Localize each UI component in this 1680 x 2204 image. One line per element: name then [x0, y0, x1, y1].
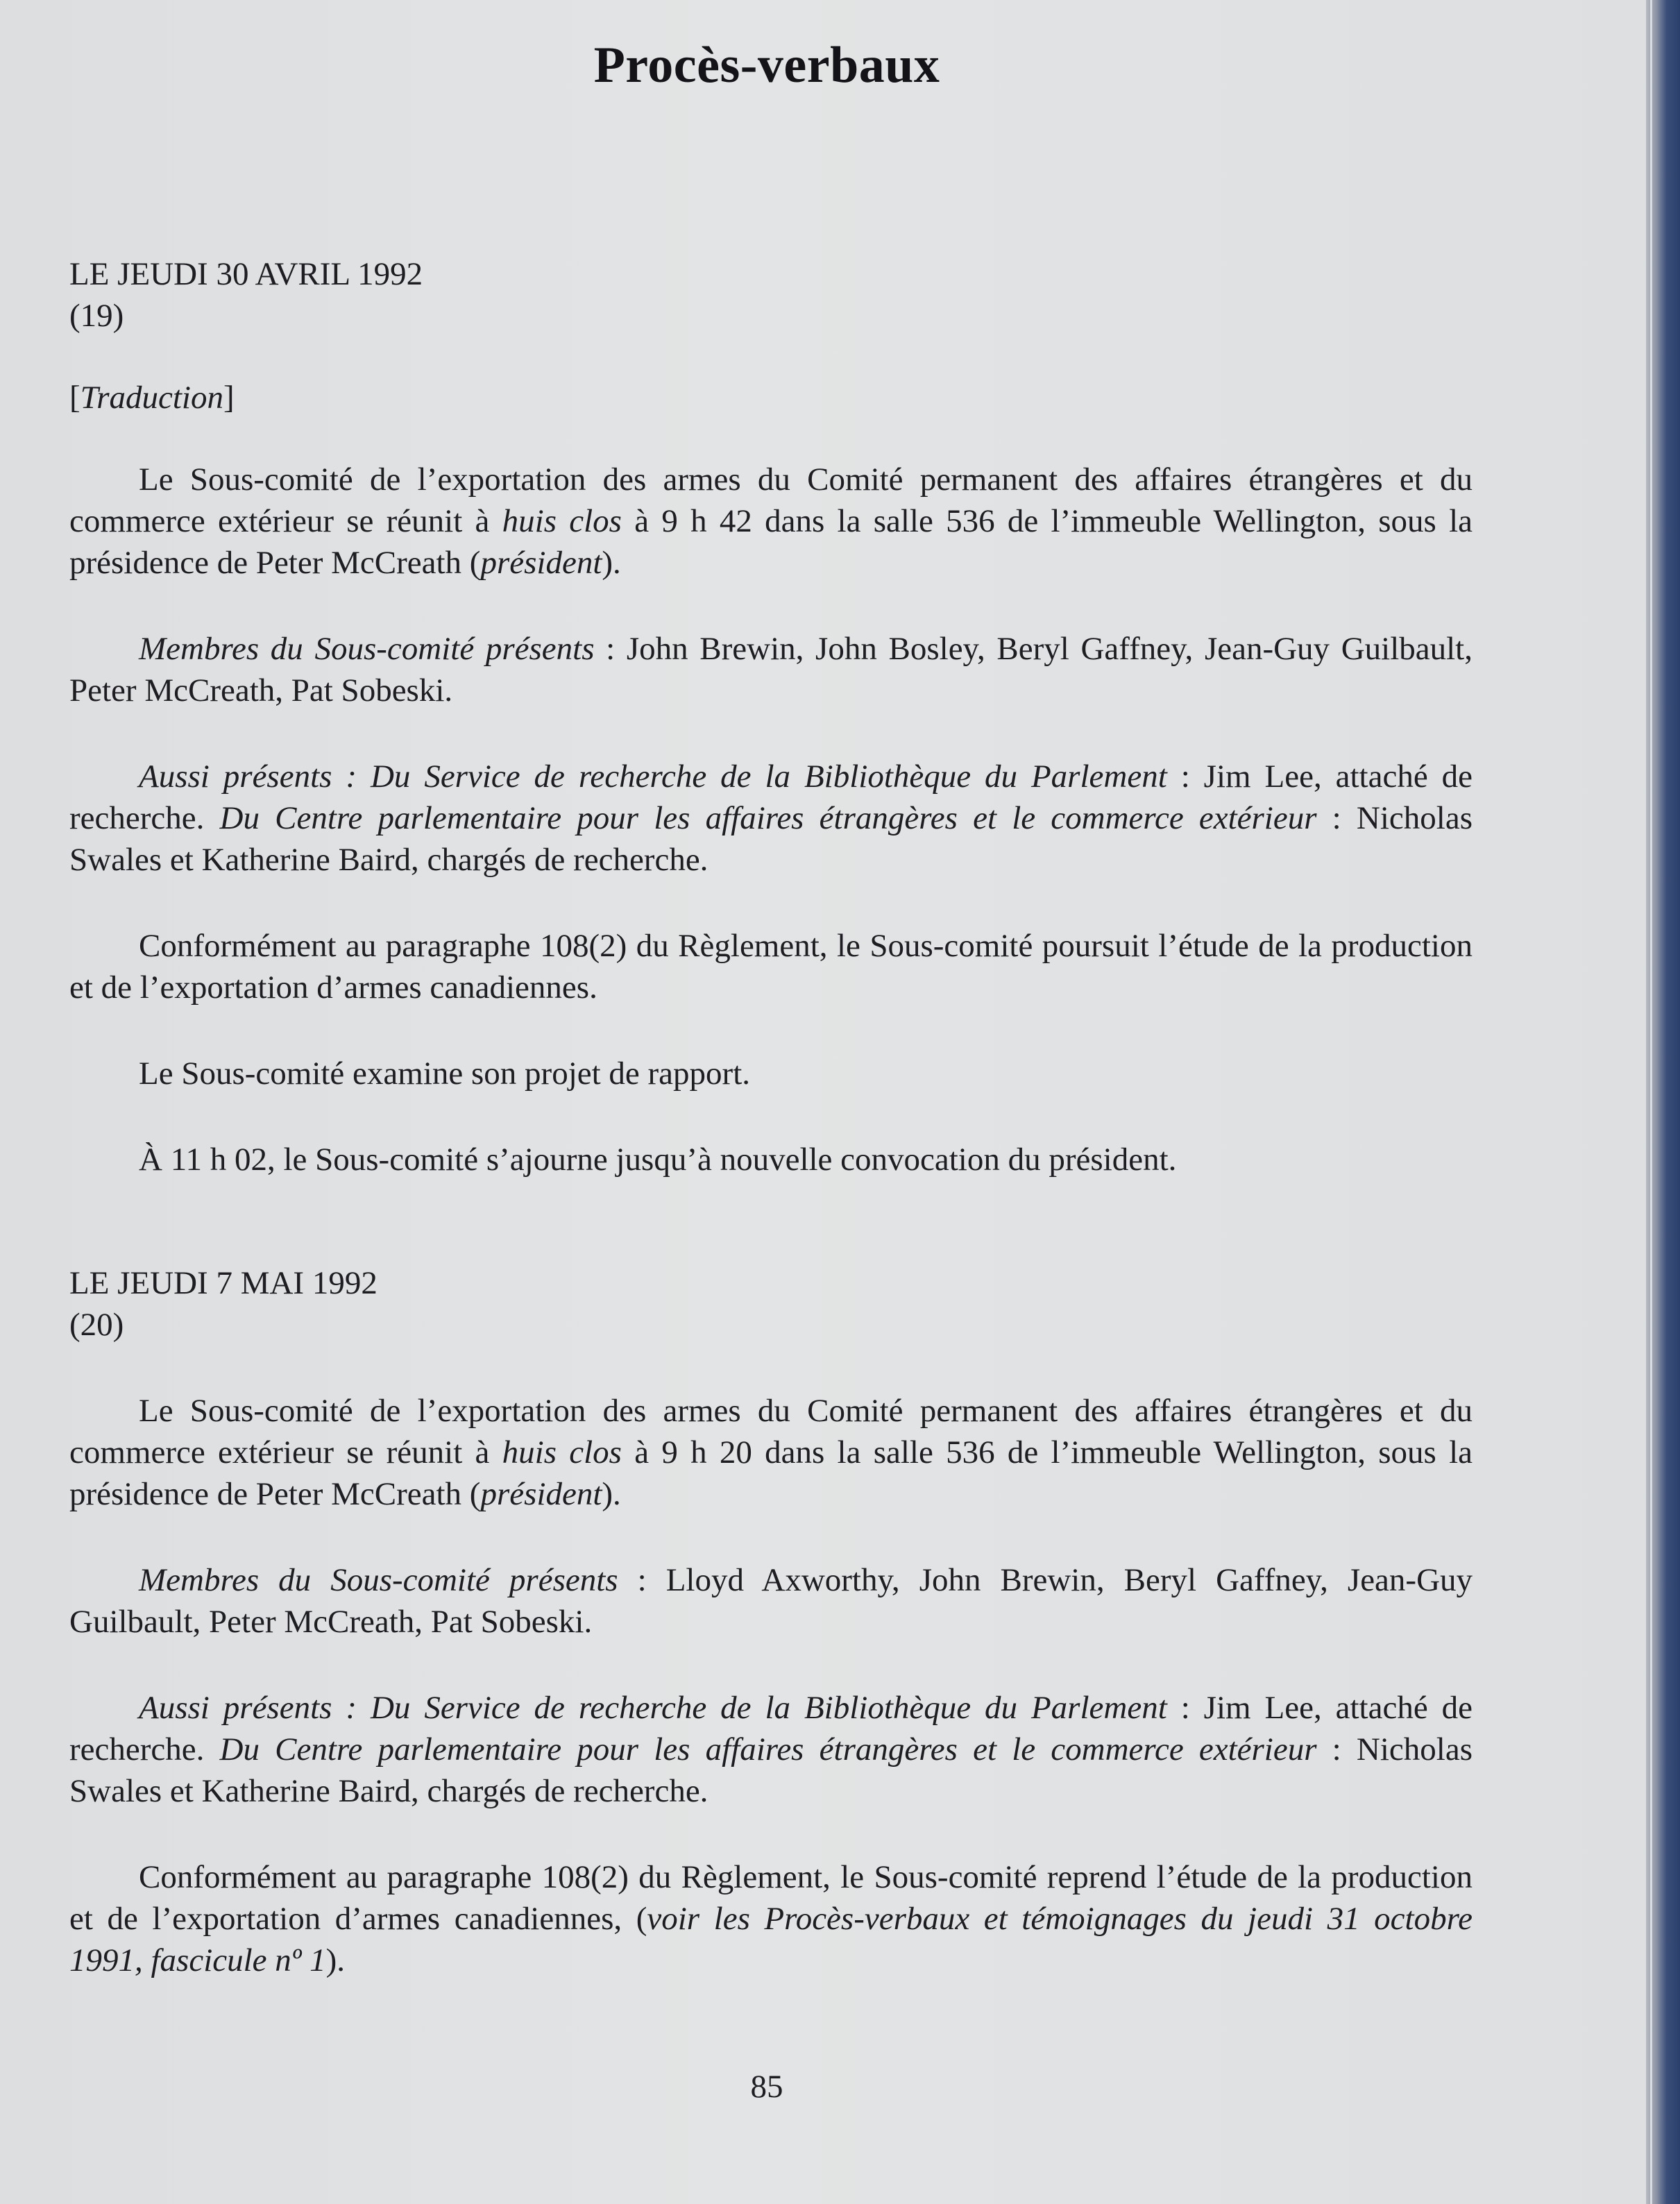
members-list: : John Brewin, John Bosley, Beryl Gaffney, Jean-Guy Guilbault, Peter McCreath, Pat Sobeski. — [69, 631, 1473, 709]
also-label: Aussi présents : Du Service de recherche de la Bibliothèque du Parlement — [139, 1690, 1167, 1726]
members-label: Membres du Sous-comité présents — [139, 1562, 618, 1598]
meeting-date: LE JEUDI 7 MAI 1992 — [69, 1265, 377, 1301]
also-text: : Jim Lee, attaché de recherche. — [69, 758, 1473, 836]
intro-text: ). — [602, 545, 621, 581]
page-number: 85 — [750, 2069, 783, 2105]
intro-italic: huis clos — [502, 503, 622, 539]
also-present — [69, 1687, 1473, 1812]
intro-italic: président — [480, 545, 602, 581]
pursuant-reference: voir les Procès-verbaux et témoignages du jeudi 31 octobre 1991, fascicule nº 1 — [69, 1901, 1473, 1978]
also-label: Du Centre parlementaire pour les affaires étrangères et le commerce extérieur — [219, 1731, 1317, 1768]
pursuant-paragraph — [69, 1856, 1473, 1981]
intro-text: Le Sous-comité de l’exportation des armes du Comité permanent des affaires étrangères et du commerce extérieur se réunit à — [69, 461, 1473, 539]
binding-edge — [1646, 0, 1680, 2204]
pursuant-text: Conformément au paragraphe 108(2) du Règlement, le Sous-comité reprend l’étude de la production et de l’exportation d’armes canadiennes, ( — [69, 1859, 1473, 1937]
intro-text: Le Sous-comité de l’exportation des armes du Comité permanent des affaires étrangères et du commerce extérieur se réunit à — [69, 1393, 1473, 1470]
translation-note: [Traduction] — [69, 380, 235, 416]
intro-italic: huis clos — [502, 1434, 622, 1470]
members-present — [69, 1559, 1473, 1643]
meeting-intro — [69, 459, 1473, 584]
members-present — [69, 628, 1473, 711]
meeting-intro — [69, 1390, 1473, 1515]
intro-text: à 9 h 20 dans la salle 536 de l’immeuble Wellington, sous la présidence de Peter McCreath ( — [69, 1434, 1473, 1512]
examines-paragraph: Le Sous-comité examine son projet de rapport. — [139, 1056, 750, 1092]
page-title: Procès-verbaux — [593, 37, 940, 94]
meeting-number: (19) — [69, 298, 124, 334]
also-present — [69, 756, 1473, 881]
meeting-number: (20) — [69, 1307, 124, 1343]
members-label: Membres du Sous-comité présents — [139, 631, 595, 667]
translation-note-label: Traduction — [80, 380, 223, 416]
intro-text: à 9 h 42 dans la salle 536 de l’immeuble Wellington, sous la présidence de Peter McCreath ( — [69, 503, 1473, 581]
pursuant-text: ). — [325, 1942, 346, 1978]
also-text: : Nicholas Swales et Katherine Baird, chargés de recherche. — [69, 1731, 1473, 1809]
also-label: Aussi présents : Du Service de recherche de la Bibliothèque du Parlement — [139, 758, 1167, 795]
adjourn-paragraph: À 11 h 02, le Sous-comité s’ajourne jusqu’à nouvelle convocation du président. — [139, 1142, 1177, 1178]
also-text: : Nicholas Swales et Katherine Baird, chargés de recherche. — [69, 800, 1473, 878]
intro-text: ). — [602, 1476, 621, 1512]
document-body — [69, 253, 1473, 1981]
pursuant-paragraph: Conformément au paragraphe 108(2) du Règlement, le Sous-comité poursuit l’étude de la production et de l’exportation d’armes canadiennes. — [69, 928, 1473, 1006]
members-list: : Lloyd Axworthy, John Brewin, Beryl Gaffney, Jean-Guy Guilbault, Peter McCreath, Pat Sobeski. — [69, 1562, 1473, 1640]
meeting-date: LE JEUDI 30 AVRIL 1992 — [69, 256, 423, 292]
also-text: : Jim Lee, attaché de recherche. — [69, 1690, 1473, 1768]
intro-italic: président — [480, 1476, 602, 1512]
also-label: Du Centre parlementaire pour les affaires étrangères et le commerce extérieur — [219, 800, 1317, 836]
